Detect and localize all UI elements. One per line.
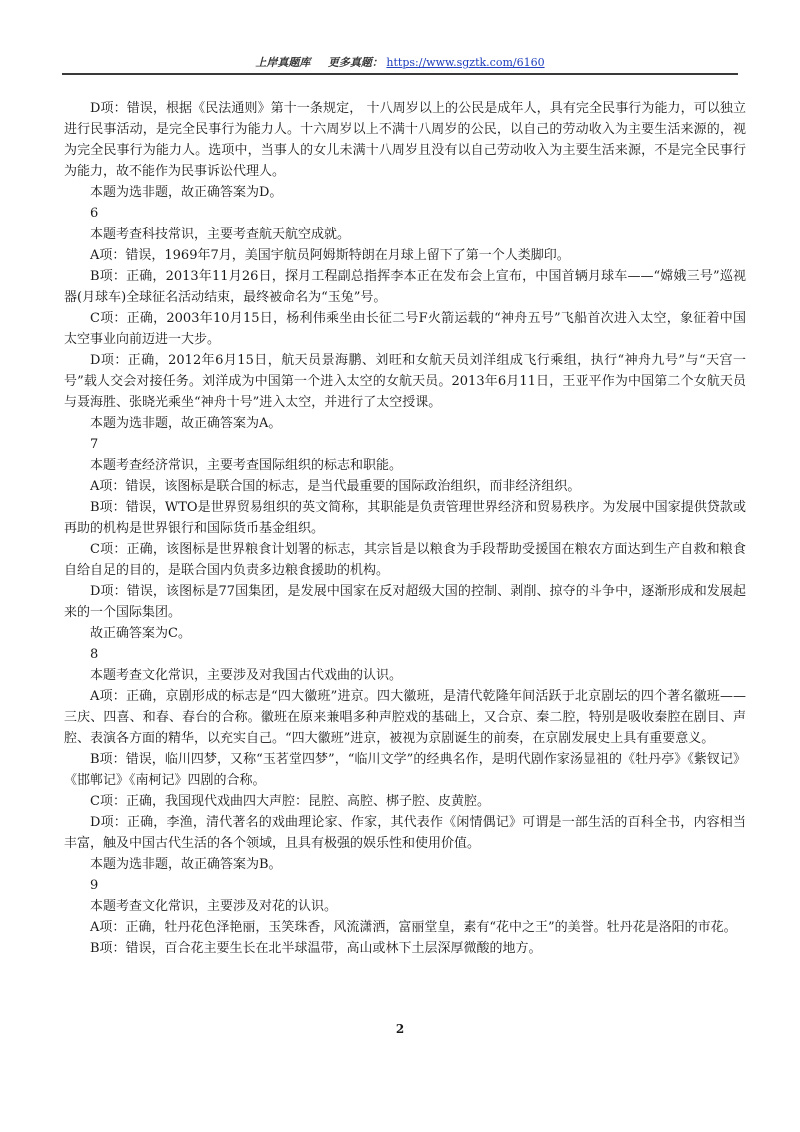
question-number: 7 (90, 437, 99, 452)
paragraph: A项：错误，1969年7月，美国宇航员阿姆斯特朗在月球上留下了第一个人类脚印。 (90, 248, 570, 263)
paragraph: C项：正确，我国现代戏曲四大声腔：昆腔、高腔、梆子腔、皮黄腔。 (90, 794, 490, 809)
paragraph: 本题考查文化常识，主要涉及对花的认识。 (90, 899, 338, 914)
paragraph: D项：错误，根据《民法通则》第十一条规定， 十八周岁以上的公民是成年人，具有完全民事行为能力，可以独立进行民事活动，是完全民事行为能力人。十六周岁以上不满十八周岁的公民，以自己的劳动收入为主要生活来源的，视为完全民事行为能力人。选项中，当事人的女儿未满十八周岁且没有以自己劳动收入为主要生活来源，不是完全民事行为能力，故不能作为民事诉讼代理人。 (64, 101, 746, 179)
paragraph: A项：正确，京剧形成的标志是“四大徽班”进京。四大徽班，是清代乾隆年间活跃于北京剧坛的四个著名徽班——三庆、四喜、和春、春台的合称。徽班在原来兼唱多种声腔戏的基础上，又合京、秦二腔，特别是吸收秦腔在剧目、声腔、表演各方面的精华，以充实自己。“四大徽班”进京，被视为京剧诞生的前奏，在京剧发展史上具有重要意义。 (64, 689, 746, 746)
page-number: 2 (395, 1022, 405, 1036)
paragraph: D项：正确，李渔，清代著名的戏曲理论家、作家，其代表作《闲情偶记》可谓是一部生活的百科全书，内容相当丰富，触及中国古代生活的各个领域，且具有极强的娱乐性和使用价值。 (64, 815, 746, 851)
question-number: 8 (90, 647, 99, 662)
paragraph: 本题为选非题，故正确答案为B。 (90, 857, 282, 872)
paragraph: B项：错误，百合花主要生长在北半球温带，高山或林下土层深厚微酸的地方。 (90, 941, 542, 956)
paragraph: 本题考查文化常识，主要涉及对我国古代戏曲的认识。 (90, 668, 403, 683)
paragraph: D项：错误，该图标是77国集团，是发展中国家在反对超级大国的控制、剥削、掠夺的斗争中，逐渐形成和发展起来的一个国际集团。 (64, 584, 746, 620)
question-number: 6 (90, 206, 99, 221)
header-more-label: 更多真题： (327, 56, 383, 69)
paragraph: 本题为选非题，故正确答案为D。 (90, 185, 283, 200)
header-divider (62, 73, 738, 75)
paragraph: 本题为选非题，故正确答案为A。 (90, 416, 282, 431)
header-brand: 上岸真题库 (255, 56, 311, 69)
paragraph: B项：错误，临川四梦，又称“玉茗堂四梦”，“临川文学”的经典名作，是明代剧作家汤显祖的《牡丹亭》《紫钗记》《邯郸记》《南柯记》四剧的合称。 (64, 752, 746, 788)
paragraph: D项：正确，2012年6月15日，航天员景海鹏、刘旺和女航天员刘洋组成飞行乘组，执行“神舟九号”与“天宫一号”载人交会对接任务。刘洋成为中国第一个进入太空的女航天员。2013年6月11日，王亚平作为中国第二个女航天员与聂海胜、张晓光乘坐“神舟十号”进入太空，并进行了太空授课。 (64, 353, 746, 410)
paragraph: C项：正确，该图标是世界粮食计划署的标志，其宗旨是以粮食为手段帮助受援国在粮农方面达到生产自救和粮食自给自足的目的，是联合国内负责多边粮食援助的机构。 (64, 542, 746, 578)
question-number: 9 (90, 878, 99, 893)
paragraph: 本题考查经济常识，主要考查国际组织的标志和职能。 (90, 458, 403, 473)
paragraph: B项：正确，2013年11月26日，探月工程副总指挥李本正在发布会上宣布，中国首辆月球车——“嫦娥三号”巡视器(月球车)全球征名活动结束，最终被命名为“玉兔”号。 (64, 269, 746, 305)
header-url-link[interactable]: https://www.sgztk.com/6160 (386, 56, 545, 69)
paragraph: 本题考查科技常识，主要考查航天航空成就。 (90, 227, 351, 242)
paragraph: C项：正确，2003年10月15日，杨利伟乘坐由长征二号F火箭运载的“神舟五号”飞船首次进入太空，象征着中国太空事业向前迈进一大步。 (64, 311, 746, 347)
paragraph: 故正确答案为C。 (90, 626, 191, 641)
paragraph: A项：错误，该图标是联合国的标志，是当代最重要的国际政治组织，而非经济组织。 (90, 479, 581, 494)
page-header (0, 56, 800, 70)
paragraph: A项：正确，牡丹花色泽艳丽，玉笑珠香，风流潇洒，富丽堂皇，素有“花中之王”的美誉。牡丹花是洛阳的市花。 (90, 920, 737, 935)
paragraph: B项：错误，WTO是世界贸易组织的英文简称，其职能是负责管理世界经济和贸易秩序。为发展中国家提供贷款或再助的机构是世界银行和国际货币基金组织。 (64, 500, 746, 536)
document-body (64, 98, 746, 959)
